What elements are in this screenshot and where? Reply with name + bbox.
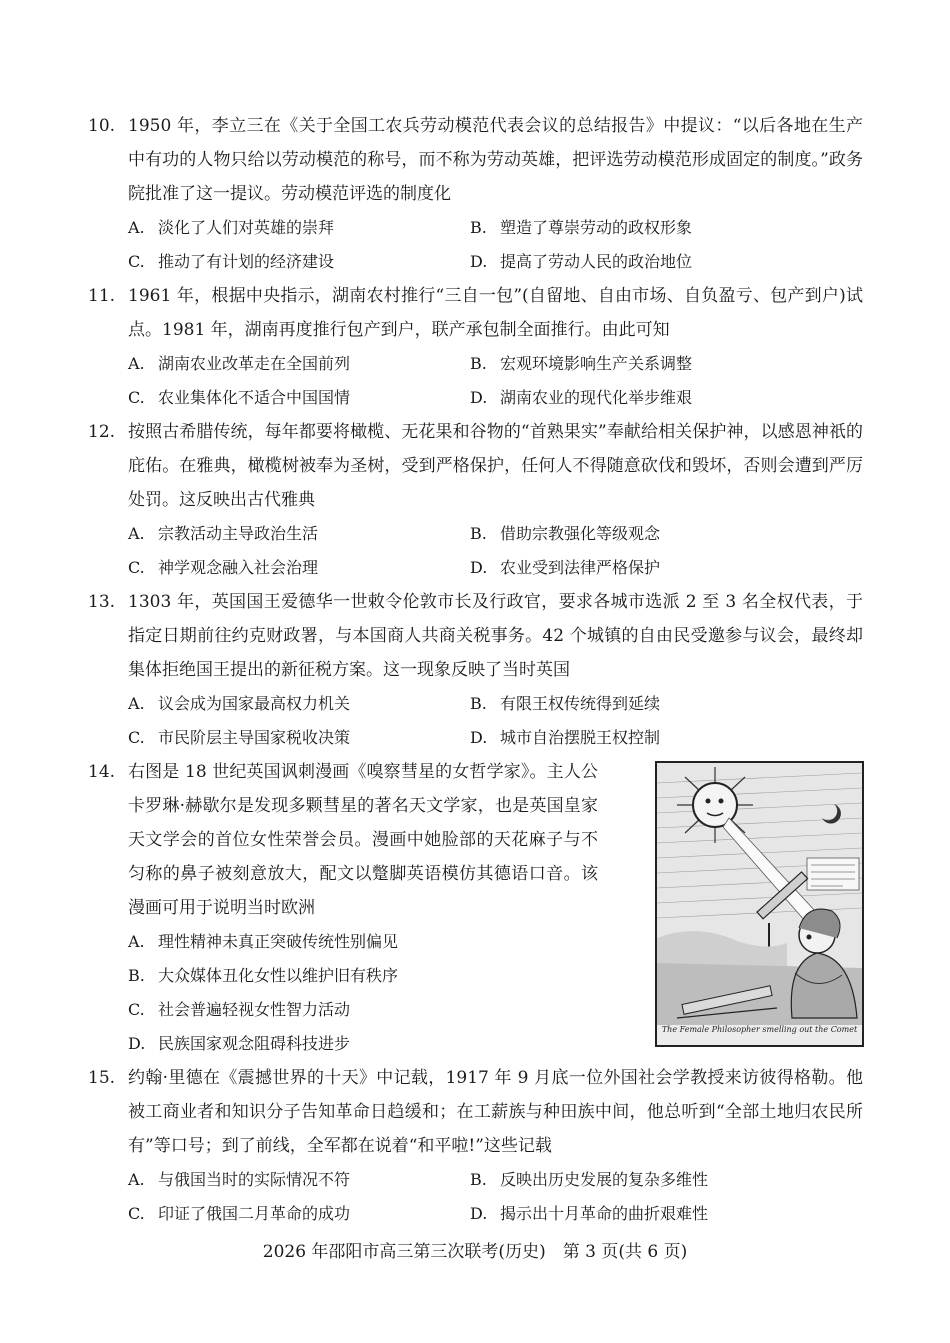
option-d[interactable]: D. 农业受到法律严格保护 [470, 558, 661, 577]
option-c[interactable]: C. 神学观念融入社会治理 [128, 558, 319, 577]
option-d[interactable]: D. 民族国家观念阻碍科技进步 [128, 1034, 351, 1053]
cartoon-drawing [657, 763, 862, 1045]
question-stem: 1950 年，李立三在《关于全国工农兵劳动模范代表会议的总结报告》中提议：“以后各地在生产中有功的人物只给以劳动模范的称号，而不称为劳动英雄，把评选劳动模范形成固定的制度。”政务院批准了这一提议。劳动模范评选的制度化 [128, 116, 863, 204]
question-stem: 右图是 18 世纪英国讽刺漫画《嗅察彗星的女哲学家》。主人公卡罗琳·赫歇尔是发现多颗彗星的著名天文学家，也是英国皇家天文学会的首位女性荣誉会员。漫画中她脸部的天花麻子与不匀称的鼻子被刻意放大，配文以蹩脚英语模仿其德语口音。该漫画可用于说明当时欧洲 [128, 762, 598, 918]
option-b[interactable]: B. 大众媒体丑化女性以维护旧有秩序 [128, 966, 399, 985]
question-number: 15. [88, 1068, 116, 1088]
question-stem: 1303 年，英国国王爱德华一世敕令伦敦市长及行政官，要求各城市选派 2 至 3 名全权代表，于指定日期前往约克财政署，与本国商人共商关税事务。42 个城镇的自由民受邀参与议会，最终却集体拒绝国王提出的新征税方案。这一现象反映了当时英国 [128, 592, 863, 680]
question-10 [88, 109, 863, 279]
question-stem: 约翰·里德在《震撼世界的十天》中记载，1917 年 9 月底一位外国社会学教授来访彼得格勒。他被工商业者和知识分子告知革命日趋缓和；在工薪族与种田族中间，他总听到“全部土地归农民所有”等口号；到了前线，全军都在说着“和平啦!”这些记载 [128, 1068, 863, 1156]
question-stem: 按照古希腊传统，每年都要将橄榄、无花果和谷物的“首熟果实”奉献给相关保护神，以感恩神祇的庇佑。在雅典，橄榄树被奉为圣树，受到严格保护，任何人不得随意砍伐和毁坏，否则会遭到严厉处罚。这反映出古代雅典 [128, 422, 863, 510]
option-a[interactable]: A. 议会成为国家最高权力机关 [128, 694, 351, 713]
question-12 [88, 415, 863, 585]
option-c[interactable]: C. 农业集体化不适合中国国情 [128, 388, 351, 407]
options [128, 517, 863, 585]
options [128, 211, 863, 279]
question-11 [88, 279, 863, 415]
option-a[interactable]: A. 宗教活动主导政治生活 [128, 524, 319, 543]
option-c[interactable]: C. 社会普遍轻视女性智力活动 [128, 1000, 351, 1019]
option-d[interactable]: D. 城市自治摆脱王权控制 [470, 728, 661, 747]
option-b[interactable]: B. 塑造了尊崇劳动的政权形象 [470, 218, 693, 237]
option-b[interactable]: B. 宏观环境影响生产关系调整 [470, 354, 693, 373]
option-d[interactable]: D. 揭示出十月革命的曲折艰难性 [470, 1204, 709, 1223]
question-number: 12. [88, 422, 116, 442]
satirical-cartoon-image [655, 761, 864, 1047]
question-number: 10. [88, 116, 116, 136]
option-c[interactable]: C. 推动了有计划的经济建设 [128, 252, 335, 271]
options [128, 347, 863, 415]
option-d[interactable]: D. 湖南农业的现代化举步维艰 [470, 388, 693, 407]
options [128, 687, 863, 755]
page-footer: 2026 年邵阳市高三第三次联考(历史) 第 3 页(共 6 页) [262, 1242, 688, 1262]
question-number: 14. [88, 762, 116, 782]
option-b[interactable]: B. 有限王权传统得到延续 [470, 694, 661, 713]
question-13 [88, 585, 863, 755]
options [128, 1163, 863, 1231]
option-c[interactable]: C. 印证了俄国二月革命的成功 [128, 1204, 351, 1223]
option-a[interactable]: A. 湖南农业改革走在全国前列 [128, 354, 351, 373]
question-number: 11. [88, 286, 116, 306]
cartoon-caption: The Female Philosopher smelling out the Comet [661, 1025, 858, 1034]
question-number: 13. [88, 592, 116, 612]
question-stem: 1961 年，根据中央指示，湖南农村推行“三自一包”(自留地、自由市场、自负盈亏、包产到户)试点。1981 年，湖南再度推行包产到户，联产承包制全面推行。由此可知 [128, 286, 863, 340]
option-c[interactable]: C. 市民阶层主导国家税收决策 [128, 728, 351, 747]
option-b[interactable]: B. 反映出历史发展的复杂多维性 [470, 1170, 709, 1189]
option-a[interactable]: A. 与俄国当时的实际情况不符 [128, 1170, 351, 1189]
option-d[interactable]: D. 提高了劳动人民的政治地位 [470, 252, 693, 271]
option-a[interactable]: A. 淡化了人们对英雄的崇拜 [128, 218, 335, 237]
option-a[interactable]: A. 理性精神未真正突破传统性别偏见 [128, 932, 399, 951]
option-b[interactable]: B. 借助宗教强化等级观念 [470, 524, 661, 543]
question-15 [88, 1061, 863, 1231]
